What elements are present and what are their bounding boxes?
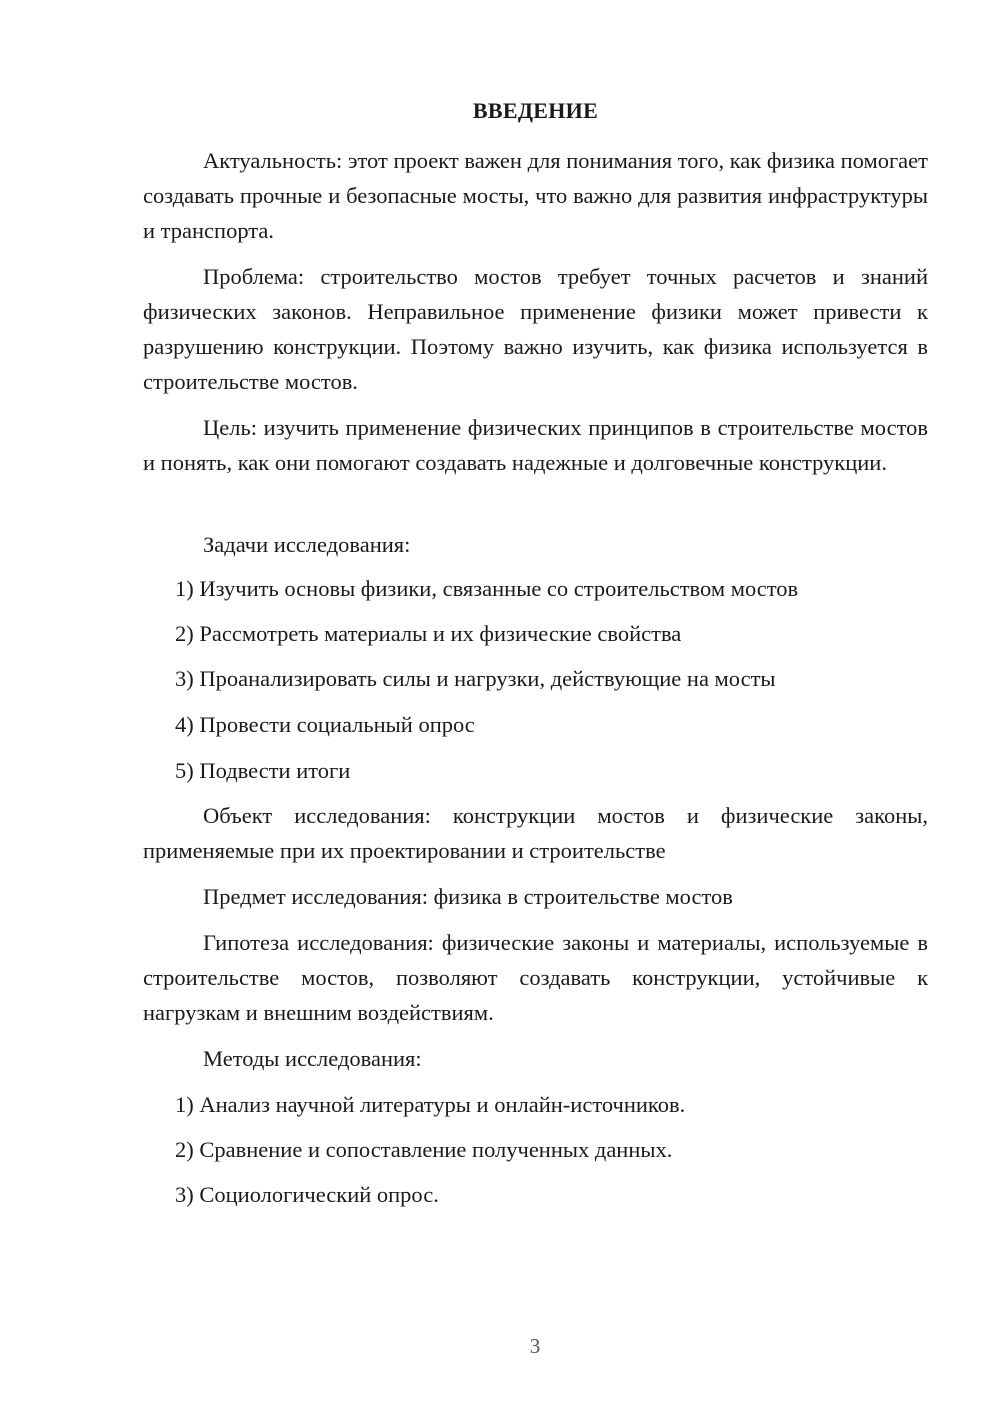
problem-paragraph: Проблема: строительство мостов требует точных расчетов и знаний физических законов. Неправильное применение физики может привести к разрушению конструкции. Поэтому важно изучить, как физика используется в строительстве мостов.: [143, 264, 928, 394]
method-item: 2) Сравнение и сопоставление полученных данных.: [175, 1137, 673, 1162]
task-item: 4) Провести социальный опрос: [175, 712, 475, 737]
method-item: 3) Социологический опрос.: [175, 1182, 439, 1207]
task-item: 3) Проанализировать силы и нагрузки, действующие на мосты: [175, 666, 776, 691]
hypothesis-paragraph: Гипотеза исследования: физические законы и материалы, используемые в строительстве мостов, позволяют создавать конструкции, устойчивые к нагрузкам и внешним воздействиям.: [143, 930, 928, 1025]
task-item: 2) Рассмотреть материалы и их физические свойства: [175, 621, 682, 646]
methods-heading: Методы исследования:: [203, 1046, 422, 1071]
method-item: 1) Анализ научной литературы и онлайн-источников.: [175, 1092, 686, 1117]
task-item: 1) Изучить основы физики, связанные со строительством мостов: [175, 576, 799, 601]
subject-paragraph: Предмет исследования: физика в строительстве мостов: [203, 884, 733, 909]
page-title: ВВЕДЕНИЕ: [472, 98, 599, 123]
page-number: 3: [529, 1334, 541, 1358]
task-item: 5) Подвести итоги: [175, 758, 351, 783]
object-paragraph: Объект исследования: конструкции мостов и физические законы, применяемые при их проектировании и строительстве: [143, 803, 928, 863]
relevance-paragraph: Актуальность: этот проект важен для понимания того, как физика помогает создавать прочные и безопасные мосты, что важно для развития инфраструктуры и транспорта.: [143, 148, 928, 243]
goal-paragraph: Цель: изучить применение физических принципов в строительстве мостов и понять, как они помогают создавать надежные и долговечные конструкции.: [143, 415, 928, 475]
tasks-heading: Задачи исследования:: [203, 532, 411, 557]
